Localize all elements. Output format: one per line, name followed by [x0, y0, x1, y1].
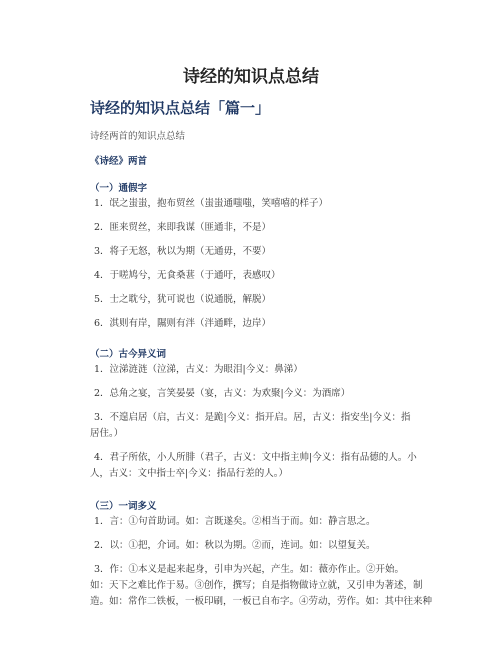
list-item: 2．总角之宴，言笑晏晏（宴，古义：为欢聚|今义：为酒席） — [94, 388, 351, 399]
subheading-tongjia: （一）通假字 — [90, 183, 148, 194]
list-item: 1．氓之蚩蚩，抱布贸丝（蚩蚩通嗤嗤，笑嘻嘻的样子） — [94, 198, 329, 209]
list-item: 3．不遑启居（启，古义：是跪|今义：指开启。居，古义：指安坐|今义：指 — [94, 412, 411, 423]
list-item: 6．淇则有岸，隰则有泮（泮通畔，边岸） — [94, 318, 272, 329]
document-title: 诗经的知识点总结 — [183, 67, 319, 87]
poem-heading: 《诗经》两首 — [90, 156, 148, 167]
list-item-continuation: 居住。） — [90, 428, 124, 439]
list-item: 2．匪来贸丝，来即我谋（匪通非，不是） — [94, 222, 272, 233]
list-item-continuation: 如：天下之难比作于易。③创作，撰写；自是指物做诗立就，又引申为著述，制 — [90, 580, 423, 591]
list-item: 3．作：①本义是起来起身，引申为兴起，产生。如：薇亦作止。②开始。 — [94, 564, 405, 575]
intro-line: 诗经两首的知识点总结 — [90, 131, 186, 142]
list-item: 4．于嗟鸠兮，无食桑葚（于通吁，表感叹） — [94, 270, 281, 281]
list-item-continuation: 人，古义：文中指士卒|今义：指品行差的人。） — [90, 468, 288, 479]
list-item: 1．泣涕涟涟（泣涕，古义：为眼泪|今义：鼻涕） — [94, 364, 303, 375]
list-item: 4．君子所依，小人所腓（君子，古义：文中指主帅|今义：指有品德的人。小 — [94, 452, 417, 463]
subheading-duoyi: （三）一词多义 — [90, 501, 157, 512]
section-heading: 诗经的知识点总结「篇一」 — [90, 99, 271, 117]
list-item: 1．言：①句首助词。如：言既遂矣。②相当于而。如：静言思之。 — [94, 516, 376, 527]
list-item: 3．将子无怒，秋以为期（无通毋，不要） — [94, 246, 272, 257]
list-item: 5．士之耽兮，犹可说也（说通脱，解脱） — [94, 294, 272, 305]
subheading-guji: （二）古今异义词 — [90, 349, 167, 360]
list-item: 2．以：①把，介词。如：秋以为期。②而，连词。如：以望复关。 — [94, 540, 376, 551]
list-item-continuation: 造。如：常作二铁板，一板印刷，一板已自布字。④劳动，劳作。如：其中往来种 — [90, 596, 433, 607]
